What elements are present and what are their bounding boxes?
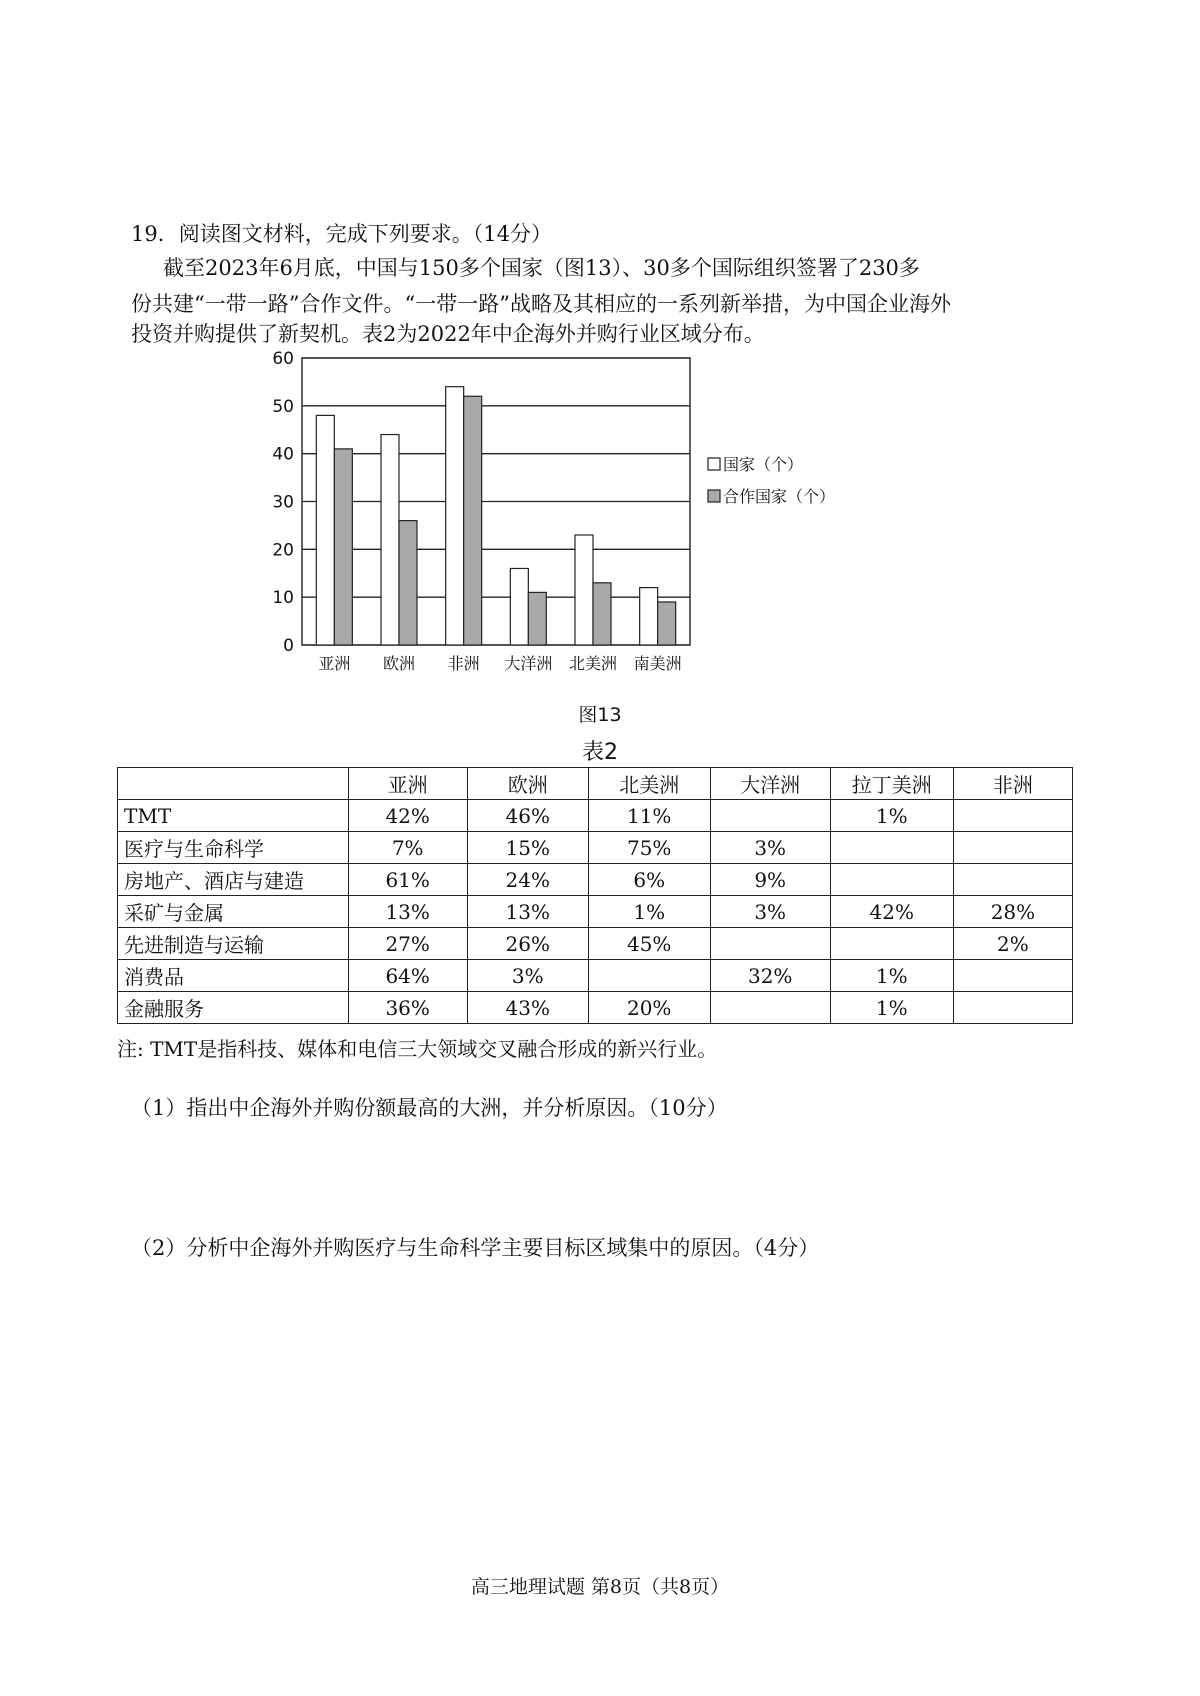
industry-region-table: [117, 767, 1073, 1024]
share-cell: [953, 864, 1072, 896]
table-row: [118, 928, 1073, 960]
bar-countries: [316, 415, 334, 645]
table-header-row: [118, 768, 1073, 800]
share-cell: 64%: [348, 960, 467, 992]
share-cell: [953, 832, 1072, 864]
share-cell: [710, 928, 830, 960]
share-cell: 3%: [467, 960, 588, 992]
paragraph-line-1: 截至2023年6月底，中国与150多个国家（图13）、30多个国际组织签署了230多: [163, 256, 920, 280]
y-tick-label: 20: [272, 540, 294, 561]
share-cell: 3%: [710, 832, 830, 864]
table-header-cell: 拉丁美洲: [830, 768, 953, 800]
share-cell: 13%: [348, 896, 467, 928]
table-header-cell: 欧洲: [467, 768, 588, 800]
share-cell: 13%: [467, 896, 588, 928]
bar-countries: [510, 568, 528, 645]
x-tick-label: 大洋洲: [504, 654, 553, 673]
table-header-cell: 北美洲: [588, 768, 710, 800]
table-header-cell: 亚洲: [348, 768, 467, 800]
share-cell: 11%: [588, 800, 710, 832]
y-tick-label: 30: [272, 492, 294, 513]
share-cell: 3%: [710, 896, 830, 928]
x-tick-label: 欧洲: [382, 654, 416, 673]
bar-partner-countries: [658, 602, 676, 645]
share-cell: [830, 832, 953, 864]
table-note: 注: TMT是指科技、媒体和电信三大领域交叉融合形成的新兴行业。: [117, 1037, 718, 1061]
table-header-cell: [118, 768, 349, 800]
share-cell: 15%: [467, 832, 588, 864]
subquestion-1: （1）指出中企海外并购份额最高的大洲，并分析原因。（10分）: [131, 1096, 728, 1120]
legend-label: 合作国家（个）: [723, 487, 836, 506]
share-cell: [710, 800, 830, 832]
share-cell: 1%: [588, 896, 710, 928]
table-header-cell: 大洋洲: [710, 768, 830, 800]
share-cell: 28%: [953, 896, 1072, 928]
industry-label: 消费品: [118, 960, 349, 992]
share-cell: [588, 960, 710, 992]
legend-label: 国家（个）: [723, 455, 804, 474]
table-row: [118, 832, 1073, 864]
y-tick-label: 0: [283, 636, 294, 656]
share-cell: [710, 992, 830, 1024]
share-cell: 32%: [710, 960, 830, 992]
share-cell: 1%: [830, 960, 953, 992]
share-cell: 45%: [588, 928, 710, 960]
share-cell: 7%: [348, 832, 467, 864]
bar-countries: [575, 535, 593, 645]
x-tick-label: 北美洲: [568, 654, 618, 673]
bar-partner-countries: [399, 521, 417, 645]
share-cell: [830, 864, 953, 896]
share-cell: 2%: [953, 928, 1072, 960]
table-title: 表2: [582, 740, 618, 765]
share-cell: 36%: [348, 992, 467, 1024]
table-row: [118, 960, 1073, 992]
industry-label: 房地产、酒店与建造: [118, 864, 349, 896]
page-footer: 高三地理试题 第8页（共8页）: [470, 1576, 730, 1598]
industry-label: TMT: [118, 800, 349, 832]
x-tick-label: 亚洲: [318, 654, 351, 673]
industry-label: 医疗与生命科学: [118, 832, 349, 864]
bar-partner-countries: [334, 449, 352, 645]
share-cell: 42%: [830, 896, 953, 928]
table-row: [118, 864, 1073, 896]
share-cell: [953, 960, 1072, 992]
x-tick-label: 南美洲: [633, 654, 682, 673]
bar-partner-countries: [528, 592, 546, 645]
share-cell: 27%: [348, 928, 467, 960]
bar-chart: [260, 350, 920, 700]
share-cell: 6%: [588, 864, 710, 896]
x-tick-label: 非洲: [447, 654, 480, 673]
share-cell: [953, 800, 1072, 832]
share-cell: 24%: [467, 864, 588, 896]
share-cell: 1%: [830, 800, 953, 832]
paragraph-line-3: 投资并购提供了新契机。表2为2022年中企海外并购行业区域分布。: [131, 322, 765, 346]
y-tick-label: 50: [272, 396, 294, 417]
share-cell: 20%: [588, 992, 710, 1024]
share-cell: 26%: [467, 928, 588, 960]
paragraph-line-2: 份共建“一带一路”合作文件。“一带一路”战略及其相应的一系列新举措，为中国企业海外: [131, 292, 951, 316]
bar-countries: [446, 387, 464, 645]
question-header: 19．阅读图文材料，完成下列要求。（14分）: [131, 222, 552, 246]
share-cell: 43%: [467, 992, 588, 1024]
table-row: [118, 800, 1073, 832]
share-cell: 1%: [830, 992, 953, 1024]
industry-label: 金融服务: [118, 992, 349, 1024]
y-tick-label: 10: [272, 588, 294, 609]
share-cell: 42%: [348, 800, 467, 832]
share-cell: 46%: [467, 800, 588, 832]
share-cell: 75%: [588, 832, 710, 864]
bar-partner-countries: [593, 583, 611, 645]
table-row: [118, 896, 1073, 928]
industry-label: 采矿与金属: [118, 896, 349, 928]
subquestion-2: （2）分析中企海外并购医疗与生命科学主要目标区域集中的原因。（4分）: [131, 1236, 820, 1260]
legend-swatch: [708, 490, 720, 502]
share-cell: [953, 992, 1072, 1024]
y-tick-label: 60: [272, 350, 294, 369]
share-cell: 9%: [710, 864, 830, 896]
bar-countries: [640, 588, 658, 645]
share-cell: [830, 928, 953, 960]
table-header-cell: 非洲: [953, 768, 1072, 800]
legend-swatch: [708, 458, 720, 470]
industry-label: 先进制造与运输: [118, 928, 349, 960]
bar-countries: [381, 435, 399, 645]
figure-caption: 图13: [578, 704, 622, 726]
y-tick-label: 40: [272, 444, 294, 465]
table-row: [118, 992, 1073, 1024]
bar-partner-countries: [464, 396, 482, 645]
share-cell: 61%: [348, 864, 467, 896]
